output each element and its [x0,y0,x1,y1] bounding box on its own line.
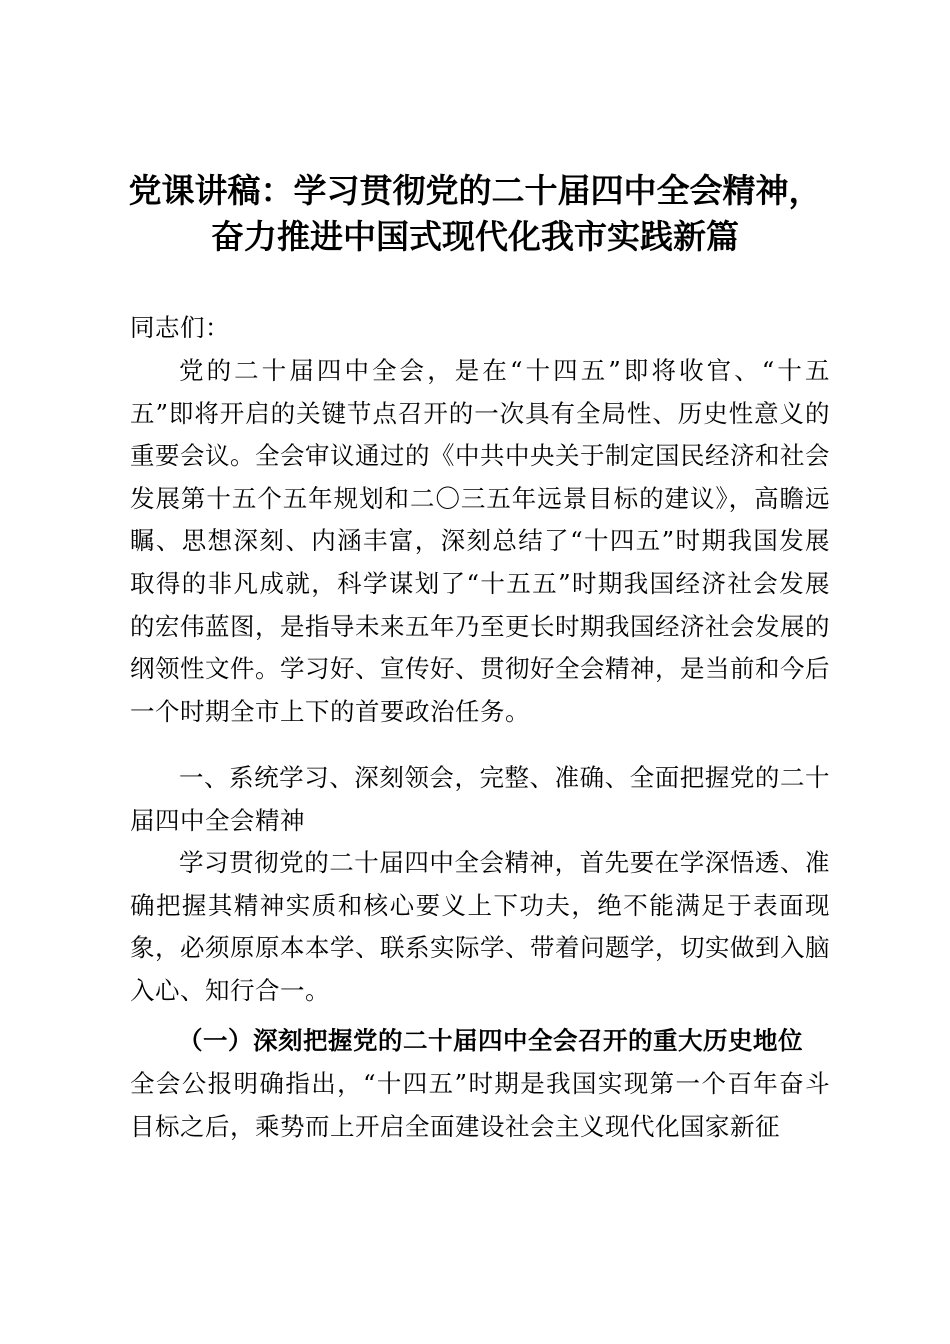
salutation: 同志们： [130,313,230,342]
paragraph-section-1: 学习贯彻党的二十届四中全会精神，首先要在学深悟透、准确把握其精神实质和核心要义上下功夫，绝不能满足于表面现象，必须原原本本学、联系实际学、带着问题学，切实做到入脑入心、知行合一。 [130,848,830,1005]
paragraph-subsection-1: 全会公报明确指出，“十四五”时期是我国实现第一个百年奋斗目标之后，乘势而上开启全面建设社会主义现代化国家新征 [130,1069,830,1141]
section-heading-1: 一、系统学习、深刻领会，完整、准确、全面把握党的二十届四中全会精神 [130,763,830,835]
subsection-heading-1: （一）深刻把握党的二十届四中全会召开的重大历史地位 [178,1026,803,1055]
document-title-line-2: 奋力推进中国式现代化我市实践新篇 [211,217,739,256]
paragraph-intro: 党的二十届四中全会，是在“十四五”即将收官、“十五五”即将开启的关键节点召开的一次具有全局性、历史性意义的重要会议。全会审议通过的《中共中央关于制定国民经济和社会发展第十五个五年规划和二〇三五年远景目标的建议》，高瞻远瞩、思想深刻、内涵丰富，深刻总结了“十四五”时期我国发展取得的非凡成就，科学谋划了“十五五”时期我国经济社会发展的宏伟蓝图，是指导未来五年乃至更长时期我国经济社会发展的纲领性文件。学习好、宣传好、贯彻好全会精神，是当前和今后一个时期全市上下的首要政治任务。 [130,356,830,726]
document-title-line-1: 党课讲稿：学习贯彻党的二十届四中全会精神， [128,171,822,210]
